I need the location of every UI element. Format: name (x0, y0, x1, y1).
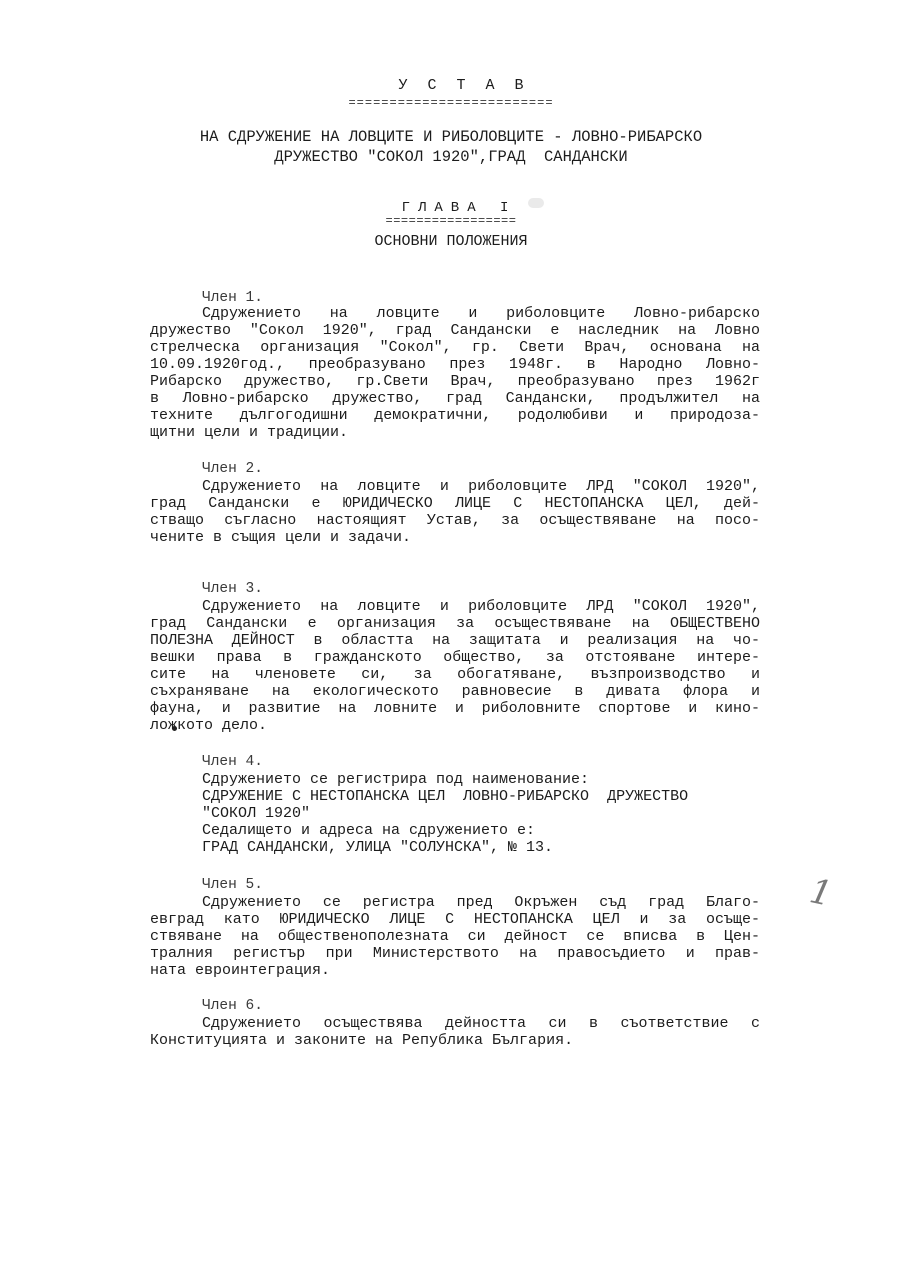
article-1-line: в Ловно-рибарско дружество, град Сандански, продължител на (150, 390, 760, 407)
article-3-label: Член 3. (202, 581, 263, 597)
article-3-line: Сдружението на ловците и риболовците ЛРД "СОКОЛ 1920", (202, 598, 760, 615)
article-6-label: Член 6. (202, 998, 263, 1014)
article-4-line: Сдружението се регистрира под наименование: (202, 771, 590, 788)
article-5-line: тралния регистър при Министерството на правосъдието и прав- (150, 945, 760, 962)
article-4-label: Член 4. (202, 754, 263, 770)
article-2-line: стващо съгласно настоящият Устав, за осъществяване на посо- (150, 512, 760, 529)
article-3-line: вешки права в гражданското общество, за отстояване интере- (150, 649, 760, 666)
subtitle-line-1: НА СДРУЖЕНИЕ НА ЛОВЦИТЕ И РИБОЛОВЦИТЕ - ЛОВНО-РИБАРСКО (199, 128, 703, 146)
article-1-line: щитни цели и традиции. (150, 424, 349, 441)
article-1-line: техните дългогодишни демократични, родолюбиви и природоза- (150, 407, 760, 424)
page-number: 1 (806, 871, 836, 915)
article-6-line: Сдружението осъществява дейността си в съответствие с (202, 1015, 760, 1032)
article-3-line: сите на членовете си, за обогатяване, възпроизводство и (150, 666, 760, 683)
article-4-line: Седалището и адреса на сдружението е: (202, 822, 536, 839)
subtitle-line-2: ДРУЖЕСТВО "СОКОЛ 1920",ГРАД САНДАНСКИ (274, 148, 628, 166)
article-3-line: град Сандански е организация за осъществяване на ОБЩЕСТВЕНО (150, 615, 760, 632)
article-2-line: Сдружението на ловците и риболовците ЛРД "СОКОЛ 1920", (202, 478, 760, 495)
article-2-label: Член 2. (202, 461, 263, 477)
article-3-line: съхраняване на екологическото равновесие в дивата флора и (150, 683, 760, 700)
article-5-label: Член 5. (202, 877, 263, 893)
title-underline: ========================= (348, 96, 554, 110)
article-1-line: Рибарско дружество, гр.Свети Врач, преобразувано през 1962г (150, 373, 760, 390)
article-5-line: Сдружението се регистра пред Окръжен съд град Благо- (202, 894, 760, 911)
document-title: УСТАВ (398, 77, 544, 94)
article-4-line: ГРАД САНДАНСКИ, УЛИЦА "СОЛУНСКА", № 13. (202, 839, 554, 856)
article-1-line: дружество "Сокол 1920", град Сандански е наследник на Ловно (150, 322, 760, 339)
article-4-line: "СОКОЛ 1920" (202, 805, 311, 822)
article-5-line: ната евроинтеграция. (150, 962, 331, 979)
chapter-underline: ================= (385, 214, 517, 228)
article-5-line: евград като ЮРИДИЧЕСКО ЛИЦЕ С НЕСТОПАНСКА ЦЕЛ и за осъще- (150, 911, 760, 928)
article-4-line: СДРУЖЕНИЕ С НЕСТОПАНСКА ЦЕЛ ЛОВНО-РИБАРСКО ДРУЖЕСТВО (202, 788, 689, 805)
article-1-line: 10.09.1920год., преобразувано през 1948г. в Народно Ловно- (150, 356, 760, 373)
article-2-line: град Сандански е ЮРИДИЧЕСКО ЛИЦЕ С НЕСТОПАНСКА ЦЕЛ, дей- (150, 495, 760, 512)
article-3-line: фауна, и развитие на ловните и риболовните спортове и кино- (150, 700, 760, 717)
article-6-line: Конституцията и законите на Република България. (150, 1032, 574, 1049)
chapter-name: ОСНОВНИ ПОЛОЖЕНИЯ (374, 233, 528, 250)
article-5-line: ствяване на общественополезната си дейност се вписва в Цен- (150, 928, 760, 945)
article-3-line: ложкото дело. (150, 717, 268, 734)
article-1-line: Сдружението на ловците и риболовците Ловно-рибарско (202, 305, 760, 322)
chapter-title: ГЛАВА I (401, 200, 517, 216)
article-3-line: ПОЛЕЗНА ДЕЙНОСТ в областта на защитата и реализация на чо- (150, 632, 760, 649)
article-1-line: стрелческа организация "Сокол", гр. Свети Врач, основана на (150, 339, 760, 356)
article-1-label: Член 1. (202, 290, 263, 306)
article-2-line: чените в същия цели и задачи. (150, 529, 412, 546)
